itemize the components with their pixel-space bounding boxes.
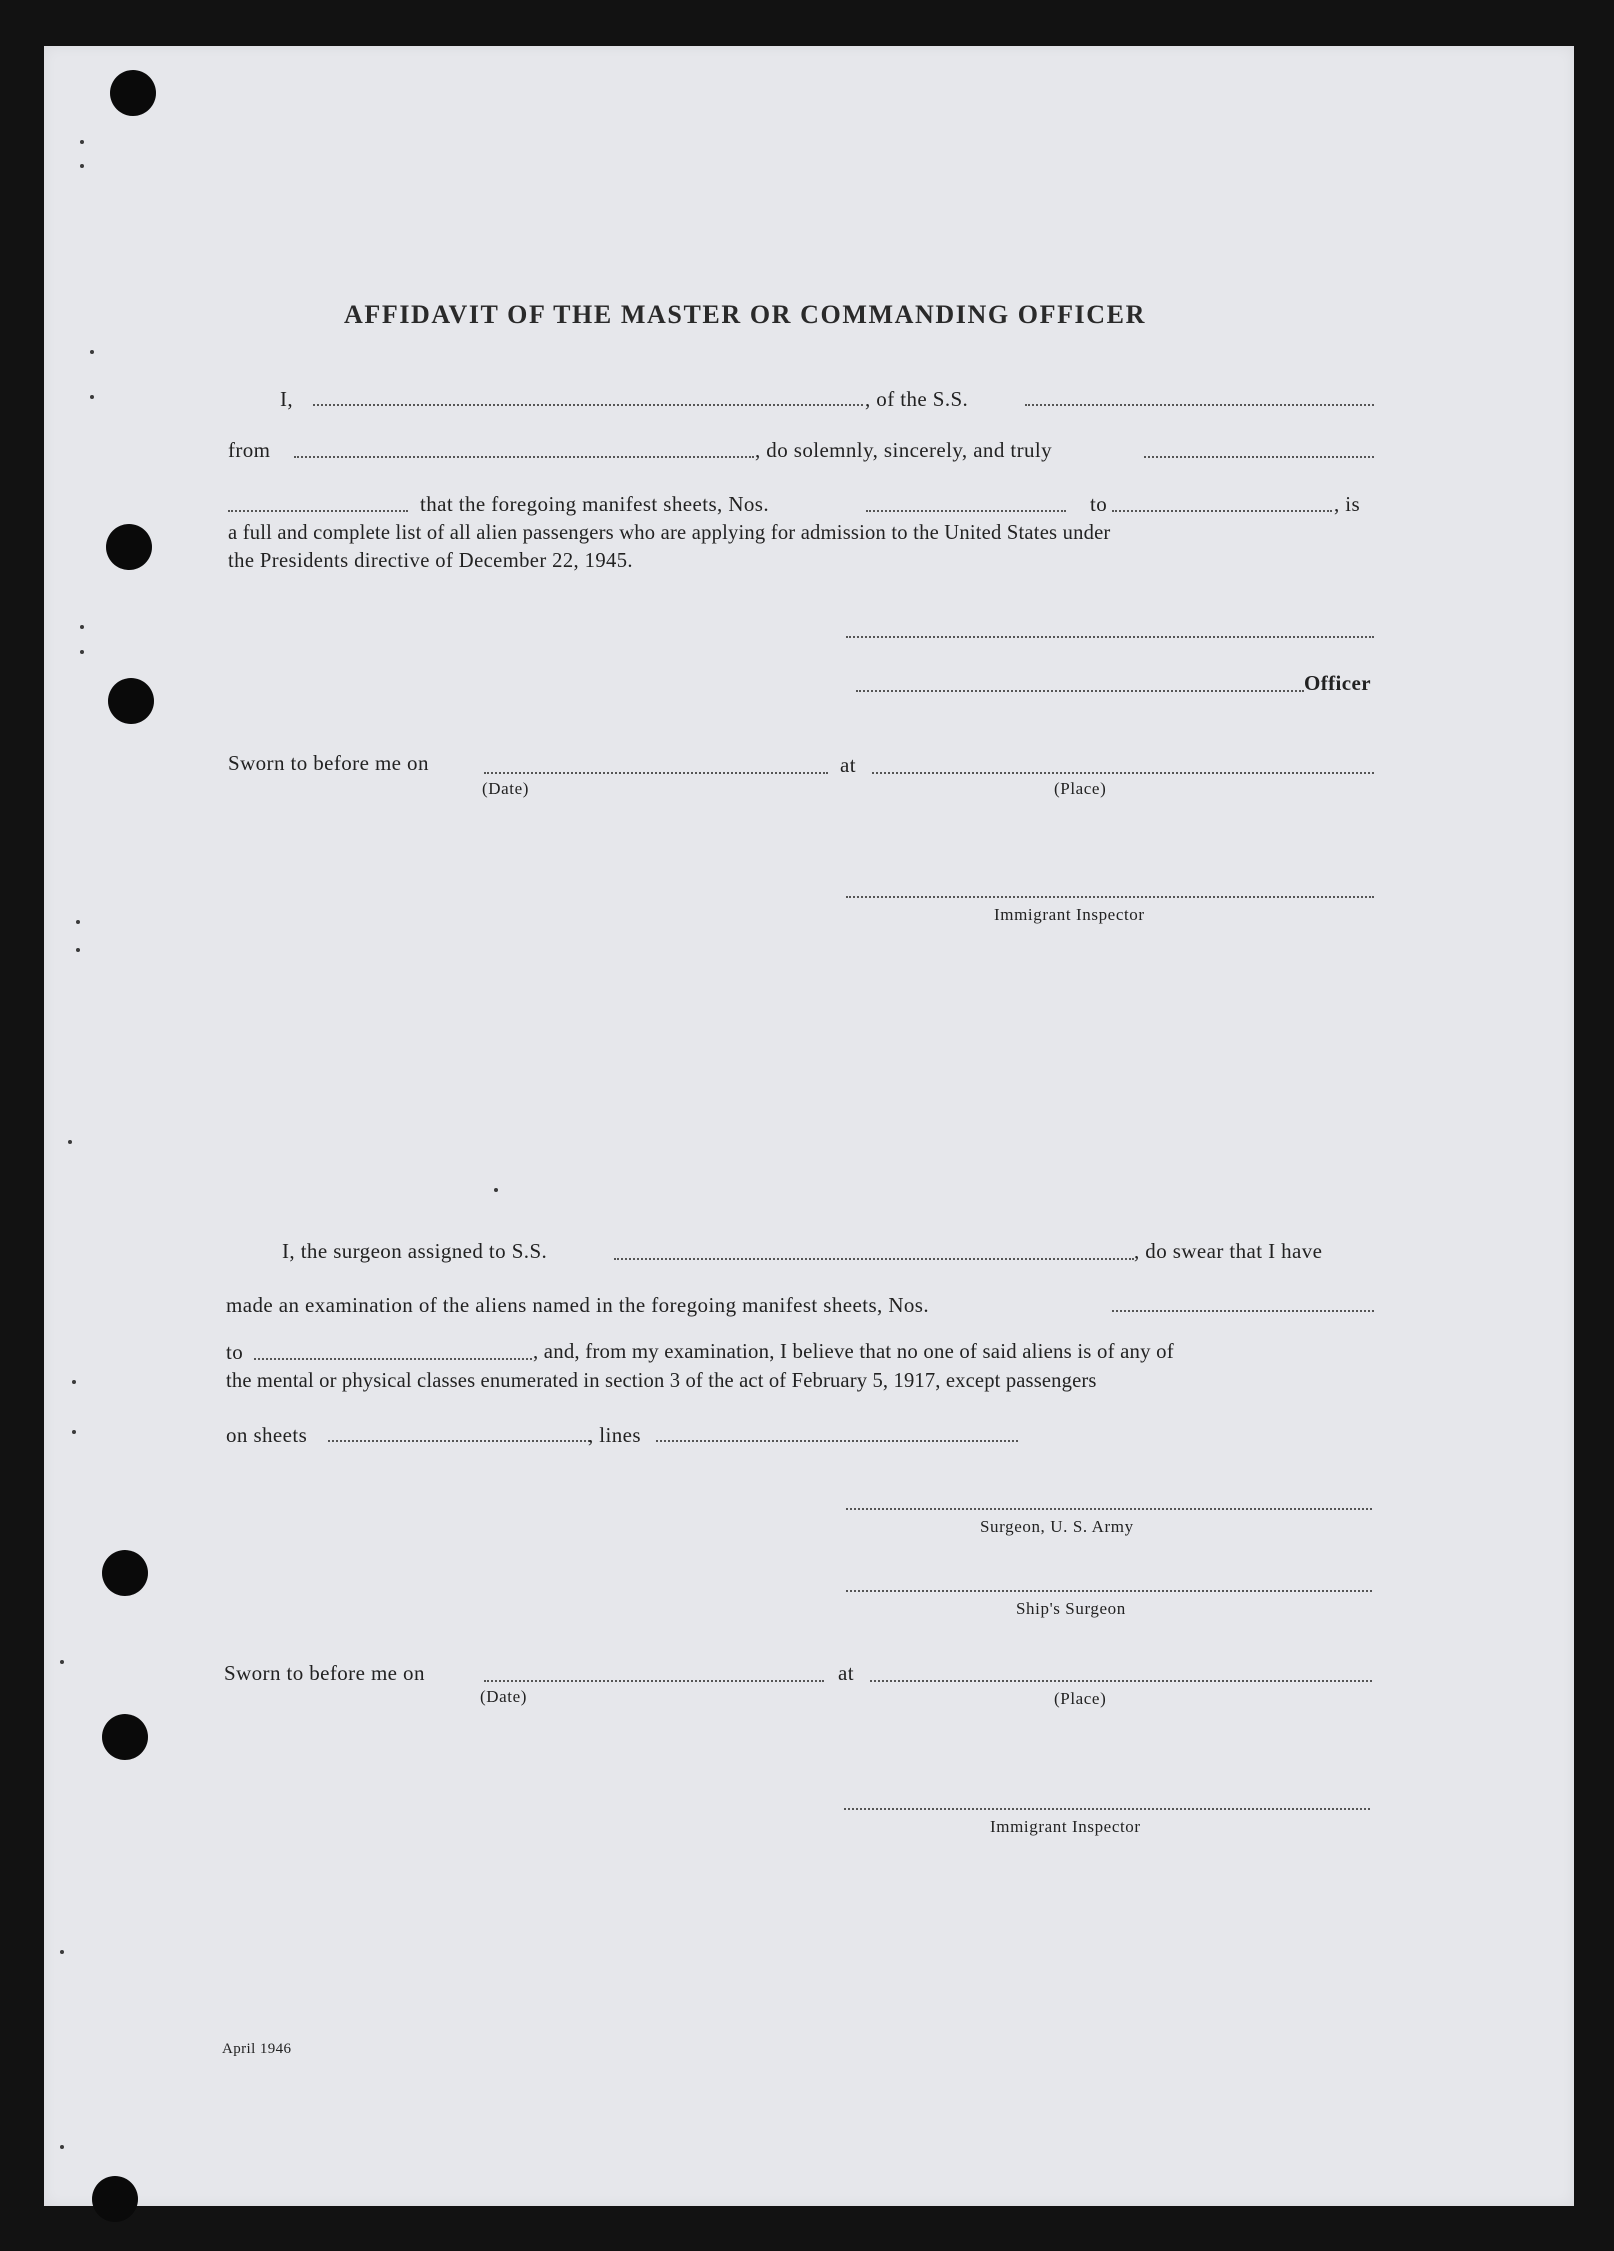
master-place-caption: (Place)	[1054, 779, 1107, 798]
document-page	[44, 46, 1574, 2206]
master-to-label: to	[1090, 492, 1108, 516]
margin-speck	[76, 920, 80, 924]
surgeon-to-label: to	[226, 1340, 244, 1364]
master-signature-line[interactable]	[846, 636, 1374, 638]
master-from-field[interactable]	[294, 456, 754, 458]
punch-hole	[102, 1550, 148, 1596]
army-surgeon-signature-line[interactable]	[846, 1508, 1372, 1510]
margin-speck	[68, 1140, 72, 1144]
master-is-text: , is	[1334, 492, 1361, 516]
surgeon-inspector-caption: Immigrant Inspector	[990, 1817, 1141, 1836]
surgeon-lines-label: , lines	[588, 1423, 641, 1447]
master-sworn-date-field[interactable]	[484, 772, 828, 774]
surgeon-sheets-label: on sheets	[226, 1423, 308, 1447]
margin-speck	[80, 625, 84, 629]
master-solemnly-text: , do solemnly, sincerely, and truly	[755, 438, 1053, 462]
ships-surgeon-caption: Ship's Surgeon	[1016, 1599, 1126, 1618]
surgeon-belief-text: , and, from my examination, I believe that no one of said aliens is of any of	[533, 1340, 1174, 1363]
surgeon-swear-text: , do swear that I have	[1134, 1239, 1323, 1263]
master-name-field[interactable]	[313, 404, 863, 406]
surgeon-intro-text: I, the surgeon assigned to S.S.	[282, 1239, 548, 1263]
margin-speck	[494, 1188, 498, 1192]
master-nos-from-field[interactable]	[866, 510, 1066, 512]
surgeon-inspector-signature-line[interactable]	[844, 1808, 1370, 1810]
surgeon-lines-field[interactable]	[656, 1440, 1018, 1442]
punch-hole	[106, 524, 152, 570]
margin-speck	[60, 2145, 64, 2149]
margin-speck	[80, 140, 84, 144]
master-statement-line: a full and complete list of all alien passengers who are applying for admission to the United States under	[228, 522, 1111, 544]
army-surgeon-caption: Surgeon, U. S. Army	[980, 1517, 1134, 1536]
surgeon-examination-text: made an examination of the aliens named in the foregoing manifest sheets, Nos.	[226, 1293, 930, 1317]
punch-hole	[92, 2176, 138, 2222]
margin-speck	[60, 1660, 64, 1664]
margin-speck	[80, 650, 84, 654]
ships-surgeon-signature-line[interactable]	[846, 1590, 1372, 1592]
margin-speck	[60, 1950, 64, 1954]
surgeon-date-caption: (Date)	[480, 1687, 528, 1706]
master-oath-word-field[interactable]	[228, 510, 408, 512]
surgeon-ship-field[interactable]	[614, 1258, 1134, 1260]
margin-speck	[76, 948, 80, 952]
margin-speck	[80, 164, 84, 168]
master-of-ss-label: , of the S.S.	[865, 387, 969, 411]
master-at-label: at	[840, 753, 856, 777]
surgeon-at-label: at	[838, 1661, 854, 1685]
surgeon-sheets-field[interactable]	[328, 1440, 590, 1442]
margin-speck	[72, 1430, 76, 1434]
surgeon-place-caption: (Place)	[1054, 1689, 1107, 1708]
surgeon-sworn-date-field[interactable]	[484, 1680, 824, 1682]
master-sworn-place-field[interactable]	[872, 772, 1374, 774]
punch-hole	[110, 70, 156, 116]
surgeon-sworn-place-field[interactable]	[870, 1680, 1372, 1682]
officer-label: Officer	[1304, 671, 1371, 695]
master-sworn-text: Sworn to before me on	[228, 751, 429, 775]
surgeon-classes-text: the mental or physical classes enumerated in section 3 of the act of February 5, 1917, except passengers	[226, 1370, 1097, 1392]
master-i-label: I,	[280, 387, 294, 411]
officer-signature-line[interactable]	[856, 690, 1304, 692]
punch-hole	[102, 1714, 148, 1760]
surgeon-sworn-text: Sworn to before me on	[224, 1661, 425, 1685]
margin-speck	[90, 395, 94, 399]
master-manifest-text: that the foregoing manifest sheets, Nos.	[420, 492, 770, 516]
form-title: AFFIDAVIT OF THE MASTER OR COMMANDING OFFICER	[344, 300, 1146, 329]
master-ship-field[interactable]	[1025, 404, 1374, 406]
surgeon-nos-to-field[interactable]	[254, 1358, 532, 1360]
master-inspector-caption: Immigrant Inspector	[994, 905, 1145, 924]
master-oath-field[interactable]	[1144, 456, 1374, 458]
master-date-caption: (Date)	[482, 779, 530, 798]
surgeon-nos-from-field[interactable]	[1112, 1310, 1374, 1312]
form-revision-date: April 1946	[222, 2041, 292, 2057]
punch-hole	[108, 678, 154, 724]
master-from-label: from	[228, 438, 271, 462]
master-inspector-signature-line[interactable]	[846, 896, 1374, 898]
master-nos-to-field[interactable]	[1112, 510, 1332, 512]
master-directive-line: the Presidents directive of December 22, 1945.	[228, 550, 633, 572]
margin-speck	[72, 1380, 76, 1384]
margin-speck	[90, 350, 94, 354]
